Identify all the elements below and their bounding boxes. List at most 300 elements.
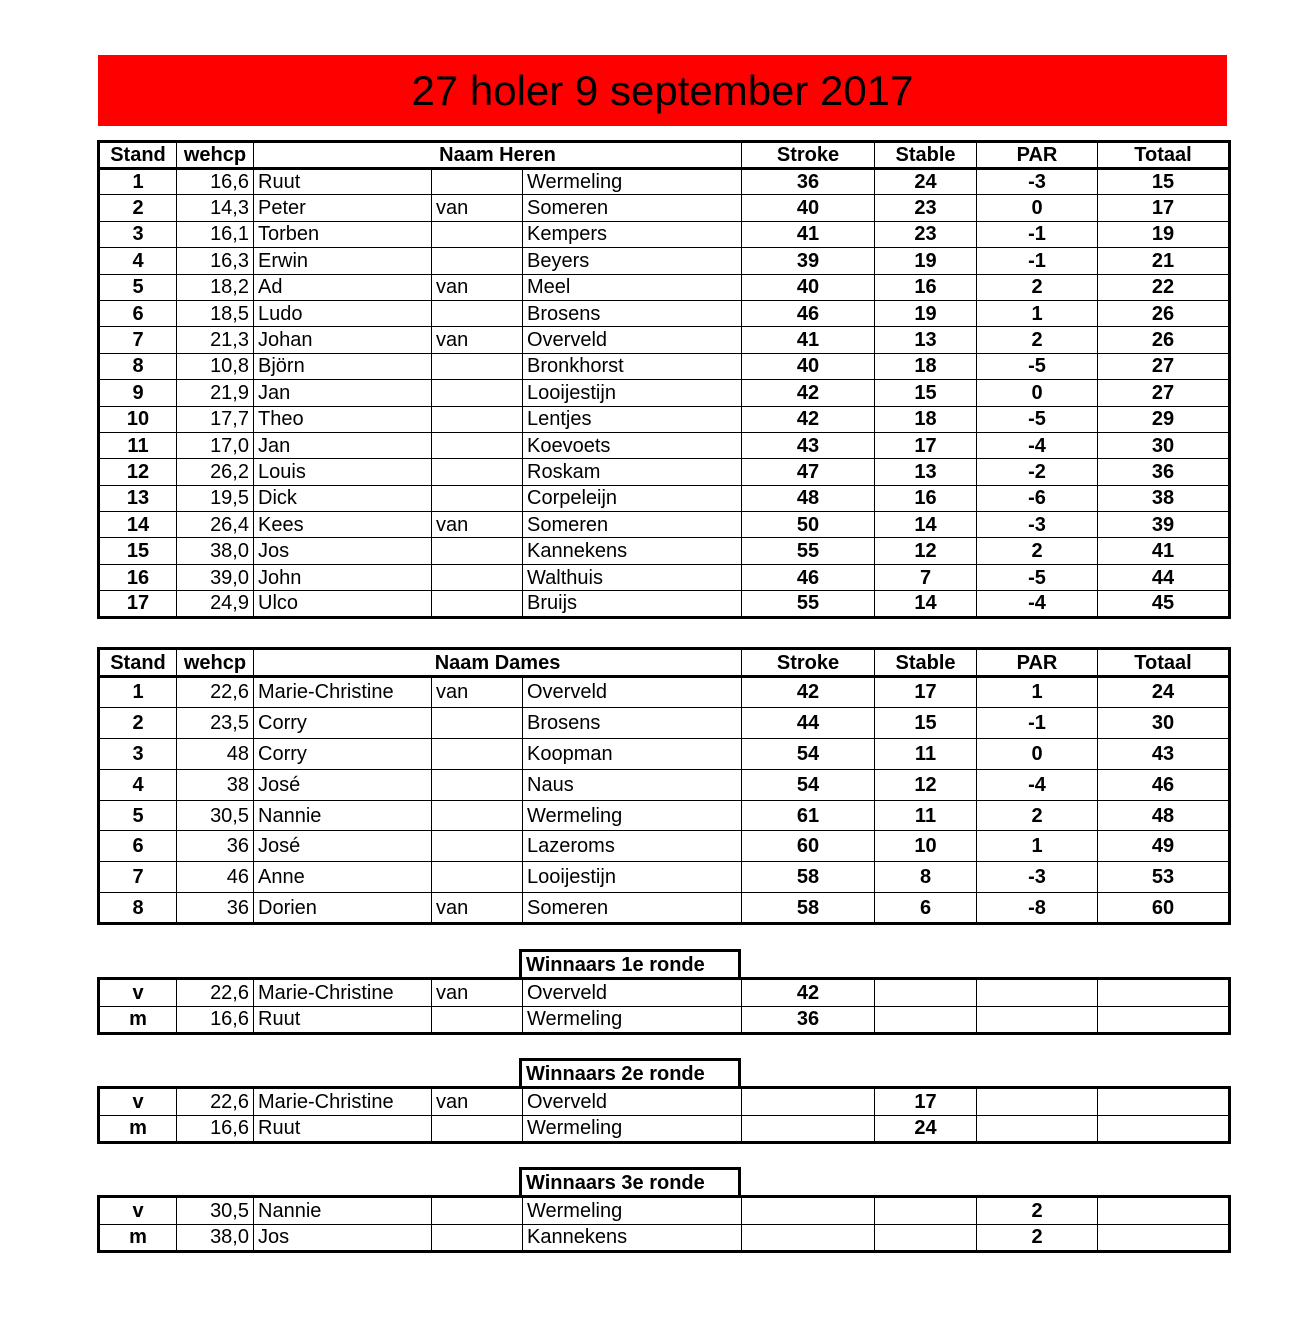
cell-last-name: Bronkhorst (523, 353, 742, 379)
cell-first-name: José (254, 769, 432, 800)
cell-wehcp: 48 (177, 738, 254, 769)
cell-par: -5 (977, 406, 1098, 432)
cell-stand: 2 (99, 707, 177, 738)
cell-par: 2 (977, 274, 1098, 300)
winners-round-2-label: Winnaars 2e ronde (519, 1058, 741, 1088)
cell-totaal: 29 (1098, 406, 1230, 432)
cell-prefix (432, 769, 523, 800)
cell-first-name: José (254, 831, 432, 862)
cell-stable (875, 1224, 977, 1252)
cell-stroke: 43 (742, 432, 875, 458)
cell-stroke: 39 (742, 248, 875, 274)
cell-par: 2 (977, 538, 1098, 564)
cell-stable: 16 (875, 274, 977, 300)
cell-stable: 15 (875, 707, 977, 738)
cell-totaal (1098, 979, 1230, 1007)
cell-stable (875, 979, 977, 1007)
cell-wehcp: 26,4 (177, 512, 254, 538)
cell-totaal: 30 (1098, 707, 1230, 738)
cell-par: -6 (977, 485, 1098, 511)
cell-stand: 3 (99, 738, 177, 769)
cell-stroke: 41 (742, 327, 875, 353)
cell-last-name: Corpeleijn (523, 485, 742, 511)
table-header (99, 649, 1230, 677)
cell-stroke (742, 1115, 875, 1143)
cell-first-name: Torben (254, 221, 432, 247)
cell-stable: 24 (875, 1115, 977, 1143)
cell-totaal (1098, 1006, 1230, 1034)
table-row (99, 380, 1230, 406)
cell-prefix (432, 1224, 523, 1252)
title-banner (98, 55, 1227, 126)
cell-stand: 1 (99, 169, 177, 195)
cell-totaal: 46 (1098, 769, 1230, 800)
cell-totaal (1098, 1224, 1230, 1252)
cell-totaal: 26 (1098, 300, 1230, 326)
cell-stable: 23 (875, 221, 977, 247)
cell-stroke (742, 1224, 875, 1252)
cell-prefix (432, 406, 523, 432)
cell-wehcp: 19,5 (177, 485, 254, 511)
cell-totaal: 24 (1098, 677, 1230, 708)
cell-last-name: Meel (523, 274, 742, 300)
table-header (99, 142, 1230, 169)
cell-wehcp: 26,2 (177, 459, 254, 485)
cell-stand: 7 (99, 862, 177, 893)
cell-stroke: 50 (742, 512, 875, 538)
cell-stable: 11 (875, 738, 977, 769)
table-row (99, 769, 1230, 800)
cell-par: 0 (977, 195, 1098, 221)
cell-prefix: van (432, 1088, 523, 1116)
cell-stand: 14 (99, 512, 177, 538)
cell-stand: v (99, 979, 177, 1007)
cell-totaal: 39 (1098, 512, 1230, 538)
cell-last-name: Wermeling (523, 1115, 742, 1143)
cell-stroke: 55 (742, 591, 875, 617)
cell-stable: 15 (875, 380, 977, 406)
cell-stand: 5 (99, 274, 177, 300)
cell-par: 2 (977, 1224, 1098, 1252)
cell-prefix (432, 1197, 523, 1225)
cell-stroke: 36 (742, 169, 875, 195)
winners-round-3-table (97, 1195, 1231, 1253)
cell-wehcp: 39,0 (177, 564, 254, 590)
cell-par: -4 (977, 432, 1098, 458)
cell-stand: v (99, 1197, 177, 1225)
cell-stroke: 54 (742, 769, 875, 800)
cell-totaal: 27 (1098, 353, 1230, 379)
cell-wehcp: 16,6 (177, 1115, 254, 1143)
header-par: PAR (977, 649, 1098, 677)
table-row (99, 979, 1230, 1007)
cell-stroke: 42 (742, 677, 875, 708)
cell-prefix (432, 831, 523, 862)
cell-last-name: Someren (523, 512, 742, 538)
cell-wehcp: 17,7 (177, 406, 254, 432)
cell-prefix (432, 564, 523, 590)
cell-last-name: Brosens (523, 707, 742, 738)
cell-first-name: Ludo (254, 300, 432, 326)
cell-stand: 4 (99, 769, 177, 800)
header-totaal: Totaal (1098, 649, 1230, 677)
cell-first-name: Ruut (254, 169, 432, 195)
cell-last-name: Looijestijn (523, 380, 742, 406)
cell-wehcp: 24,9 (177, 591, 254, 617)
cell-prefix: van (432, 195, 523, 221)
cell-wehcp: 22,6 (177, 1088, 254, 1116)
table-row (99, 248, 1230, 274)
cell-last-name: Overveld (523, 327, 742, 353)
cell-stroke: 60 (742, 831, 875, 862)
header-naam-dames: Naam Dames (254, 649, 742, 677)
table-row (99, 300, 1230, 326)
page-title: 27 holer 9 september 2017 (411, 66, 914, 114)
winners-round-3-label: Winnaars 3e ronde (519, 1167, 741, 1197)
cell-first-name: Marie-Christine (254, 677, 432, 708)
header-wehcp: wehcp (177, 649, 254, 677)
cell-stroke: 41 (742, 221, 875, 247)
table-row (99, 169, 1230, 195)
cell-totaal: 27 (1098, 380, 1230, 406)
cell-last-name: Wermeling (523, 1197, 742, 1225)
cell-stroke: 58 (742, 893, 875, 924)
cell-totaal: 41 (1098, 538, 1230, 564)
cell-stable: 10 (875, 831, 977, 862)
table-row (99, 738, 1230, 769)
cell-first-name: Ruut (254, 1115, 432, 1143)
cell-totaal: 36 (1098, 459, 1230, 485)
cell-stand: 1 (99, 677, 177, 708)
cell-first-name: Dick (254, 485, 432, 511)
cell-first-name: Johan (254, 327, 432, 353)
cell-first-name: Louis (254, 459, 432, 485)
cell-stand: 10 (99, 406, 177, 432)
cell-stable: 12 (875, 769, 977, 800)
cell-last-name: Kannekens (523, 1224, 742, 1252)
cell-wehcp: 17,0 (177, 432, 254, 458)
cell-last-name: Walthuis (523, 564, 742, 590)
cell-par: 0 (977, 380, 1098, 406)
cell-stable: 19 (875, 248, 977, 274)
cell-totaal: 49 (1098, 831, 1230, 862)
cell-totaal: 30 (1098, 432, 1230, 458)
cell-stand: 5 (99, 800, 177, 831)
cell-prefix (432, 459, 523, 485)
table-row (99, 459, 1230, 485)
cell-prefix (432, 169, 523, 195)
table-row (99, 591, 1230, 617)
cell-last-name: Wermeling (523, 169, 742, 195)
cell-first-name: Peter (254, 195, 432, 221)
cell-totaal: 26 (1098, 327, 1230, 353)
cell-totaal: 45 (1098, 591, 1230, 617)
cell-stable: 24 (875, 169, 977, 195)
cell-prefix (432, 591, 523, 617)
cell-stable: 17 (875, 432, 977, 458)
table-row (99, 564, 1230, 590)
cell-stand: 2 (99, 195, 177, 221)
cell-prefix: van (432, 512, 523, 538)
cell-prefix (432, 1006, 523, 1034)
cell-first-name: Dorien (254, 893, 432, 924)
cell-last-name: Wermeling (523, 1006, 742, 1034)
cell-prefix (432, 485, 523, 511)
cell-last-name: Wermeling (523, 800, 742, 831)
cell-stable (875, 1006, 977, 1034)
cell-first-name: John (254, 564, 432, 590)
cell-first-name: Nannie (254, 1197, 432, 1225)
cell-last-name: Kempers (523, 221, 742, 247)
winners-round-2-table (97, 1086, 1231, 1144)
table-row (99, 485, 1230, 511)
table-row (99, 831, 1230, 862)
cell-stroke: 54 (742, 738, 875, 769)
cell-wehcp: 36 (177, 893, 254, 924)
cell-stand: 9 (99, 380, 177, 406)
cell-stroke: 42 (742, 380, 875, 406)
table-row (99, 512, 1230, 538)
dames-results-table (97, 647, 1231, 925)
table-row (99, 707, 1230, 738)
cell-wehcp: 38 (177, 769, 254, 800)
table-row (99, 1115, 1230, 1143)
table-row (99, 432, 1230, 458)
cell-first-name: Ruut (254, 1006, 432, 1034)
cell-last-name: Bruijs (523, 591, 742, 617)
cell-wehcp: 36 (177, 831, 254, 862)
cell-prefix: van (432, 979, 523, 1007)
cell-first-name: Björn (254, 353, 432, 379)
cell-wehcp: 16,1 (177, 221, 254, 247)
cell-par: 1 (977, 300, 1098, 326)
cell-stable: 17 (875, 1088, 977, 1116)
cell-last-name: Overveld (523, 677, 742, 708)
cell-prefix (432, 432, 523, 458)
table-row (99, 1197, 1230, 1225)
cell-totaal: 17 (1098, 195, 1230, 221)
cell-prefix (432, 800, 523, 831)
table-row (99, 1088, 1230, 1116)
cell-stroke: 48 (742, 485, 875, 511)
header-stand: Stand (99, 649, 177, 677)
cell-par: -2 (977, 459, 1098, 485)
cell-first-name: Corry (254, 738, 432, 769)
cell-totaal (1098, 1115, 1230, 1143)
cell-wehcp: 22,6 (177, 979, 254, 1007)
table-row (99, 327, 1230, 353)
cell-wehcp: 23,5 (177, 707, 254, 738)
table-row (99, 406, 1230, 432)
cell-stable (875, 1197, 977, 1225)
cell-stand: m (99, 1006, 177, 1034)
cell-first-name: Theo (254, 406, 432, 432)
cell-stand: 13 (99, 485, 177, 511)
cell-last-name: Naus (523, 769, 742, 800)
cell-totaal: 48 (1098, 800, 1230, 831)
cell-totaal: 43 (1098, 738, 1230, 769)
cell-last-name: Overveld (523, 979, 742, 1007)
cell-stand: 12 (99, 459, 177, 485)
cell-first-name: Jan (254, 380, 432, 406)
cell-stand: 8 (99, 353, 177, 379)
cell-last-name: Lentjes (523, 406, 742, 432)
cell-stroke (742, 1088, 875, 1116)
cell-prefix (432, 380, 523, 406)
cell-totaal: 53 (1098, 862, 1230, 893)
cell-wehcp: 38,0 (177, 538, 254, 564)
cell-wehcp: 21,3 (177, 327, 254, 353)
cell-last-name: Someren (523, 893, 742, 924)
cell-first-name: Erwin (254, 248, 432, 274)
cell-first-name: Kees (254, 512, 432, 538)
cell-par: 2 (977, 800, 1098, 831)
cell-prefix (432, 1115, 523, 1143)
header-stable: Stable (875, 649, 977, 677)
cell-par: -3 (977, 862, 1098, 893)
cell-wehcp: 30,5 (177, 800, 254, 831)
heren-results-table (97, 140, 1231, 619)
cell-stroke: 55 (742, 538, 875, 564)
cell-par: -8 (977, 893, 1098, 924)
cell-wehcp: 10,8 (177, 353, 254, 379)
cell-first-name: Jos (254, 1224, 432, 1252)
cell-stroke: 44 (742, 707, 875, 738)
cell-stand: 3 (99, 221, 177, 247)
cell-totaal: 60 (1098, 893, 1230, 924)
cell-stroke: 58 (742, 862, 875, 893)
cell-totaal: 44 (1098, 564, 1230, 590)
cell-stroke: 36 (742, 1006, 875, 1034)
cell-wehcp: 22,6 (177, 677, 254, 708)
cell-first-name: Jan (254, 432, 432, 458)
winners-round-1-table (97, 977, 1231, 1035)
table-row (99, 353, 1230, 379)
cell-stable: 16 (875, 485, 977, 511)
cell-prefix (432, 300, 523, 326)
cell-par (977, 979, 1098, 1007)
cell-first-name: Marie-Christine (254, 979, 432, 1007)
cell-stable: 17 (875, 677, 977, 708)
cell-first-name: Ulco (254, 591, 432, 617)
cell-stable: 13 (875, 459, 977, 485)
cell-stable: 12 (875, 538, 977, 564)
cell-par: 2 (977, 327, 1098, 353)
cell-stable: 14 (875, 591, 977, 617)
cell-totaal: 38 (1098, 485, 1230, 511)
header-wehcp: wehcp (177, 142, 254, 169)
cell-wehcp: 21,9 (177, 380, 254, 406)
cell-stable: 8 (875, 862, 977, 893)
cell-stand: v (99, 1088, 177, 1116)
cell-par: -3 (977, 169, 1098, 195)
cell-last-name: Beyers (523, 248, 742, 274)
cell-totaal (1098, 1088, 1230, 1116)
cell-stable: 23 (875, 195, 977, 221)
cell-wehcp: 18,5 (177, 300, 254, 326)
cell-prefix: van (432, 274, 523, 300)
cell-stable: 14 (875, 512, 977, 538)
cell-stand: 6 (99, 831, 177, 862)
cell-totaal: 21 (1098, 248, 1230, 274)
cell-stroke: 40 (742, 195, 875, 221)
cell-stable: 11 (875, 800, 977, 831)
cell-par: -4 (977, 769, 1098, 800)
cell-stroke: 47 (742, 459, 875, 485)
header-stroke: Stroke (742, 649, 875, 677)
cell-prefix (432, 707, 523, 738)
header-naam-heren: Naam Heren (254, 142, 742, 169)
cell-last-name: Someren (523, 195, 742, 221)
cell-prefix (432, 862, 523, 893)
cell-first-name: Anne (254, 862, 432, 893)
cell-stroke: 46 (742, 300, 875, 326)
cell-first-name: Corry (254, 707, 432, 738)
cell-wehcp: 16,6 (177, 169, 254, 195)
table-row (99, 800, 1230, 831)
cell-par: -5 (977, 353, 1098, 379)
table-row (99, 538, 1230, 564)
table-row (99, 1224, 1230, 1252)
cell-par (977, 1115, 1098, 1143)
cell-stand: 16 (99, 564, 177, 590)
cell-par: 0 (977, 738, 1098, 769)
cell-last-name: Kannekens (523, 538, 742, 564)
cell-stand: 7 (99, 327, 177, 353)
table-row (99, 677, 1230, 708)
cell-stroke (742, 1197, 875, 1225)
cell-stand: 15 (99, 538, 177, 564)
cell-stand: 11 (99, 432, 177, 458)
cell-totaal (1098, 1197, 1230, 1225)
cell-stroke: 40 (742, 274, 875, 300)
cell-last-name: Overveld (523, 1088, 742, 1116)
cell-prefix (432, 738, 523, 769)
cell-totaal: 15 (1098, 169, 1230, 195)
cell-stand: 6 (99, 300, 177, 326)
cell-prefix (432, 353, 523, 379)
cell-last-name: Koevoets (523, 432, 742, 458)
cell-wehcp: 18,2 (177, 274, 254, 300)
winners-round-1-label: Winnaars 1e ronde (519, 949, 741, 979)
cell-wehcp: 38,0 (177, 1224, 254, 1252)
cell-prefix: van (432, 327, 523, 353)
header-stand: Stand (99, 142, 177, 169)
cell-last-name: Roskam (523, 459, 742, 485)
cell-par (977, 1088, 1098, 1116)
cell-stable: 7 (875, 564, 977, 590)
cell-wehcp: 16,6 (177, 1006, 254, 1034)
cell-prefix (432, 221, 523, 247)
cell-stand: 17 (99, 591, 177, 617)
cell-prefix (432, 538, 523, 564)
cell-par: -5 (977, 564, 1098, 590)
cell-first-name: Nannie (254, 800, 432, 831)
table-row (99, 195, 1230, 221)
cell-wehcp: 16,3 (177, 248, 254, 274)
cell-last-name: Looijestijn (523, 862, 742, 893)
cell-prefix (432, 248, 523, 274)
cell-stand: 8 (99, 893, 177, 924)
cell-first-name: Marie-Christine (254, 1088, 432, 1116)
cell-par: 1 (977, 831, 1098, 862)
cell-stable: 13 (875, 327, 977, 353)
cell-par: -1 (977, 248, 1098, 274)
cell-stable: 6 (875, 893, 977, 924)
cell-par: -1 (977, 221, 1098, 247)
cell-stroke: 40 (742, 353, 875, 379)
header-stroke: Stroke (742, 142, 875, 169)
